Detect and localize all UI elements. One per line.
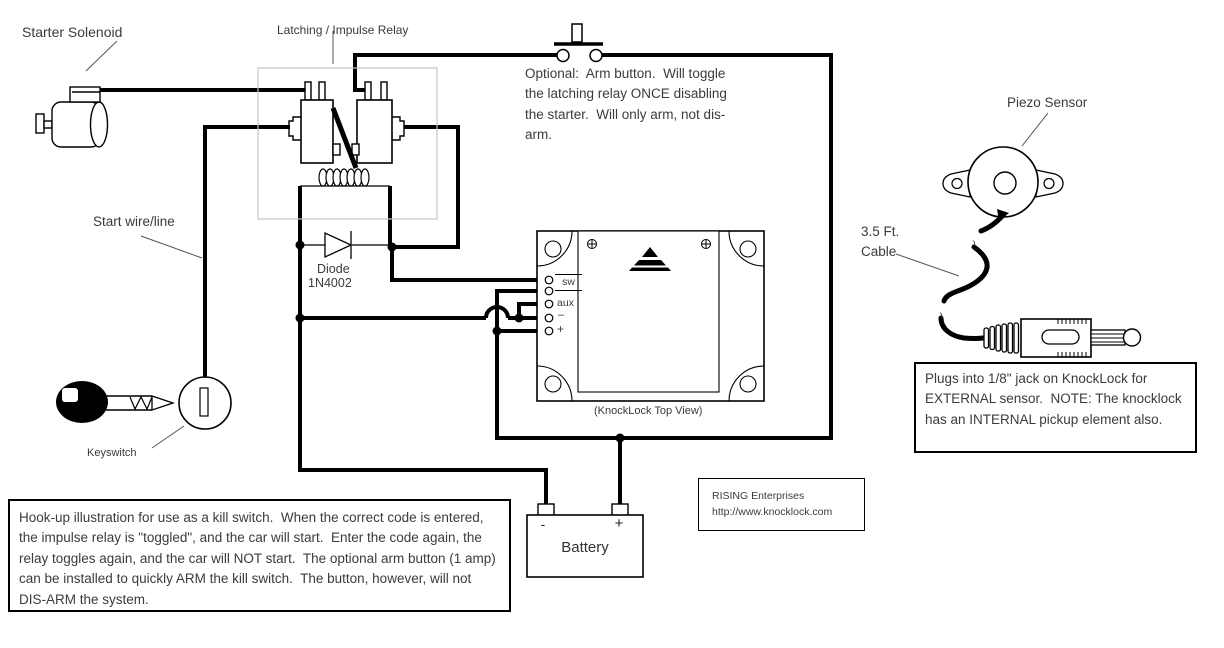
terminal-label-minus: –: [558, 309, 565, 321]
junction-dot: [388, 243, 397, 252]
company-url: http://www.knocklock.com: [712, 506, 833, 518]
keyswitch-label: Keyswitch: [87, 447, 137, 459]
battery-plus-sign: +: [614, 515, 624, 532]
cable-label-line2: Cable: [861, 244, 897, 259]
knocklock-module: [537, 231, 764, 401]
diode-part-label: 1N4002: [308, 276, 352, 290]
company-name: RISING Enterprises: [712, 490, 805, 502]
relay-armature: [333, 108, 356, 168]
company-box: [698, 478, 865, 531]
junction-dot: [616, 434, 625, 443]
hookup-note-box: Hook-up illustration for use as a kill switch. When the correct code is entered, the impulse relay is "toggled", and the car will start. Enter the code again, the relay toggles again, and the car will NOT start. The optional arm button (1 amp) can be installed to quickly ARM the kill switch. The button, however, will not DIS-ARM the system.: [8, 499, 511, 612]
plug-strain-relief: [984, 323, 1019, 353]
wire-sw1: [392, 247, 544, 280]
cable-label-line1: 3.5 Ft.: [861, 224, 900, 239]
arm-button-symbol: [554, 24, 603, 62]
key-icon: [56, 381, 173, 423]
wire-relay2-side: [392, 127, 458, 247]
junction-dot: [296, 314, 305, 323]
terminal-label-plus: +: [557, 322, 565, 336]
knocklock-caption: (KnockLock Top View): [594, 405, 703, 417]
plug-tip: [1124, 329, 1141, 346]
start-wire-label: Start wire/line: [93, 214, 175, 229]
latching-relay-symbol: [289, 82, 404, 186]
plug-note-box: Plugs into 1/8" jack on KnockLock for EXTERNAL sensor. NOTE: The knocklock has an INTERNAL pickup element also.: [914, 362, 1197, 453]
junction-dot: [493, 327, 502, 336]
starter-solenoid-symbol: [36, 87, 108, 147]
wire-start-line-to-keyswitch: [205, 127, 290, 377]
latching-relay-label: Latching / Impulse Relay: [277, 23, 409, 37]
relay-coil: [319, 169, 369, 186]
audio-plug-symbol: [984, 319, 1141, 357]
terminal-label-aux: aux: [557, 297, 574, 309]
piezo-sensor-label: Piezo Sensor: [1007, 95, 1088, 110]
piezo-sensor-symbol: [943, 147, 1063, 217]
junction-dot: [515, 314, 524, 323]
diode-symbol: [300, 231, 390, 259]
starter-solenoid-label: Starter Solenoid: [22, 24, 123, 40]
battery-minus-sign: -: [540, 516, 546, 532]
sensor-cable: [941, 214, 1004, 339]
battery-label: Battery: [561, 539, 609, 556]
keyswitch-symbol: [179, 377, 231, 429]
cable-break-mark: ~: [933, 308, 951, 323]
diode-label: Diode: [317, 262, 350, 276]
terminal-label-sw: sw: [555, 274, 582, 291]
cable-break-mark: ~: [966, 236, 984, 251]
optional-arm-note: Optional: Arm button. Will toggle the latching relay ONCE disabling the starter. Will only arm, not dis-arm.: [525, 66, 731, 143]
